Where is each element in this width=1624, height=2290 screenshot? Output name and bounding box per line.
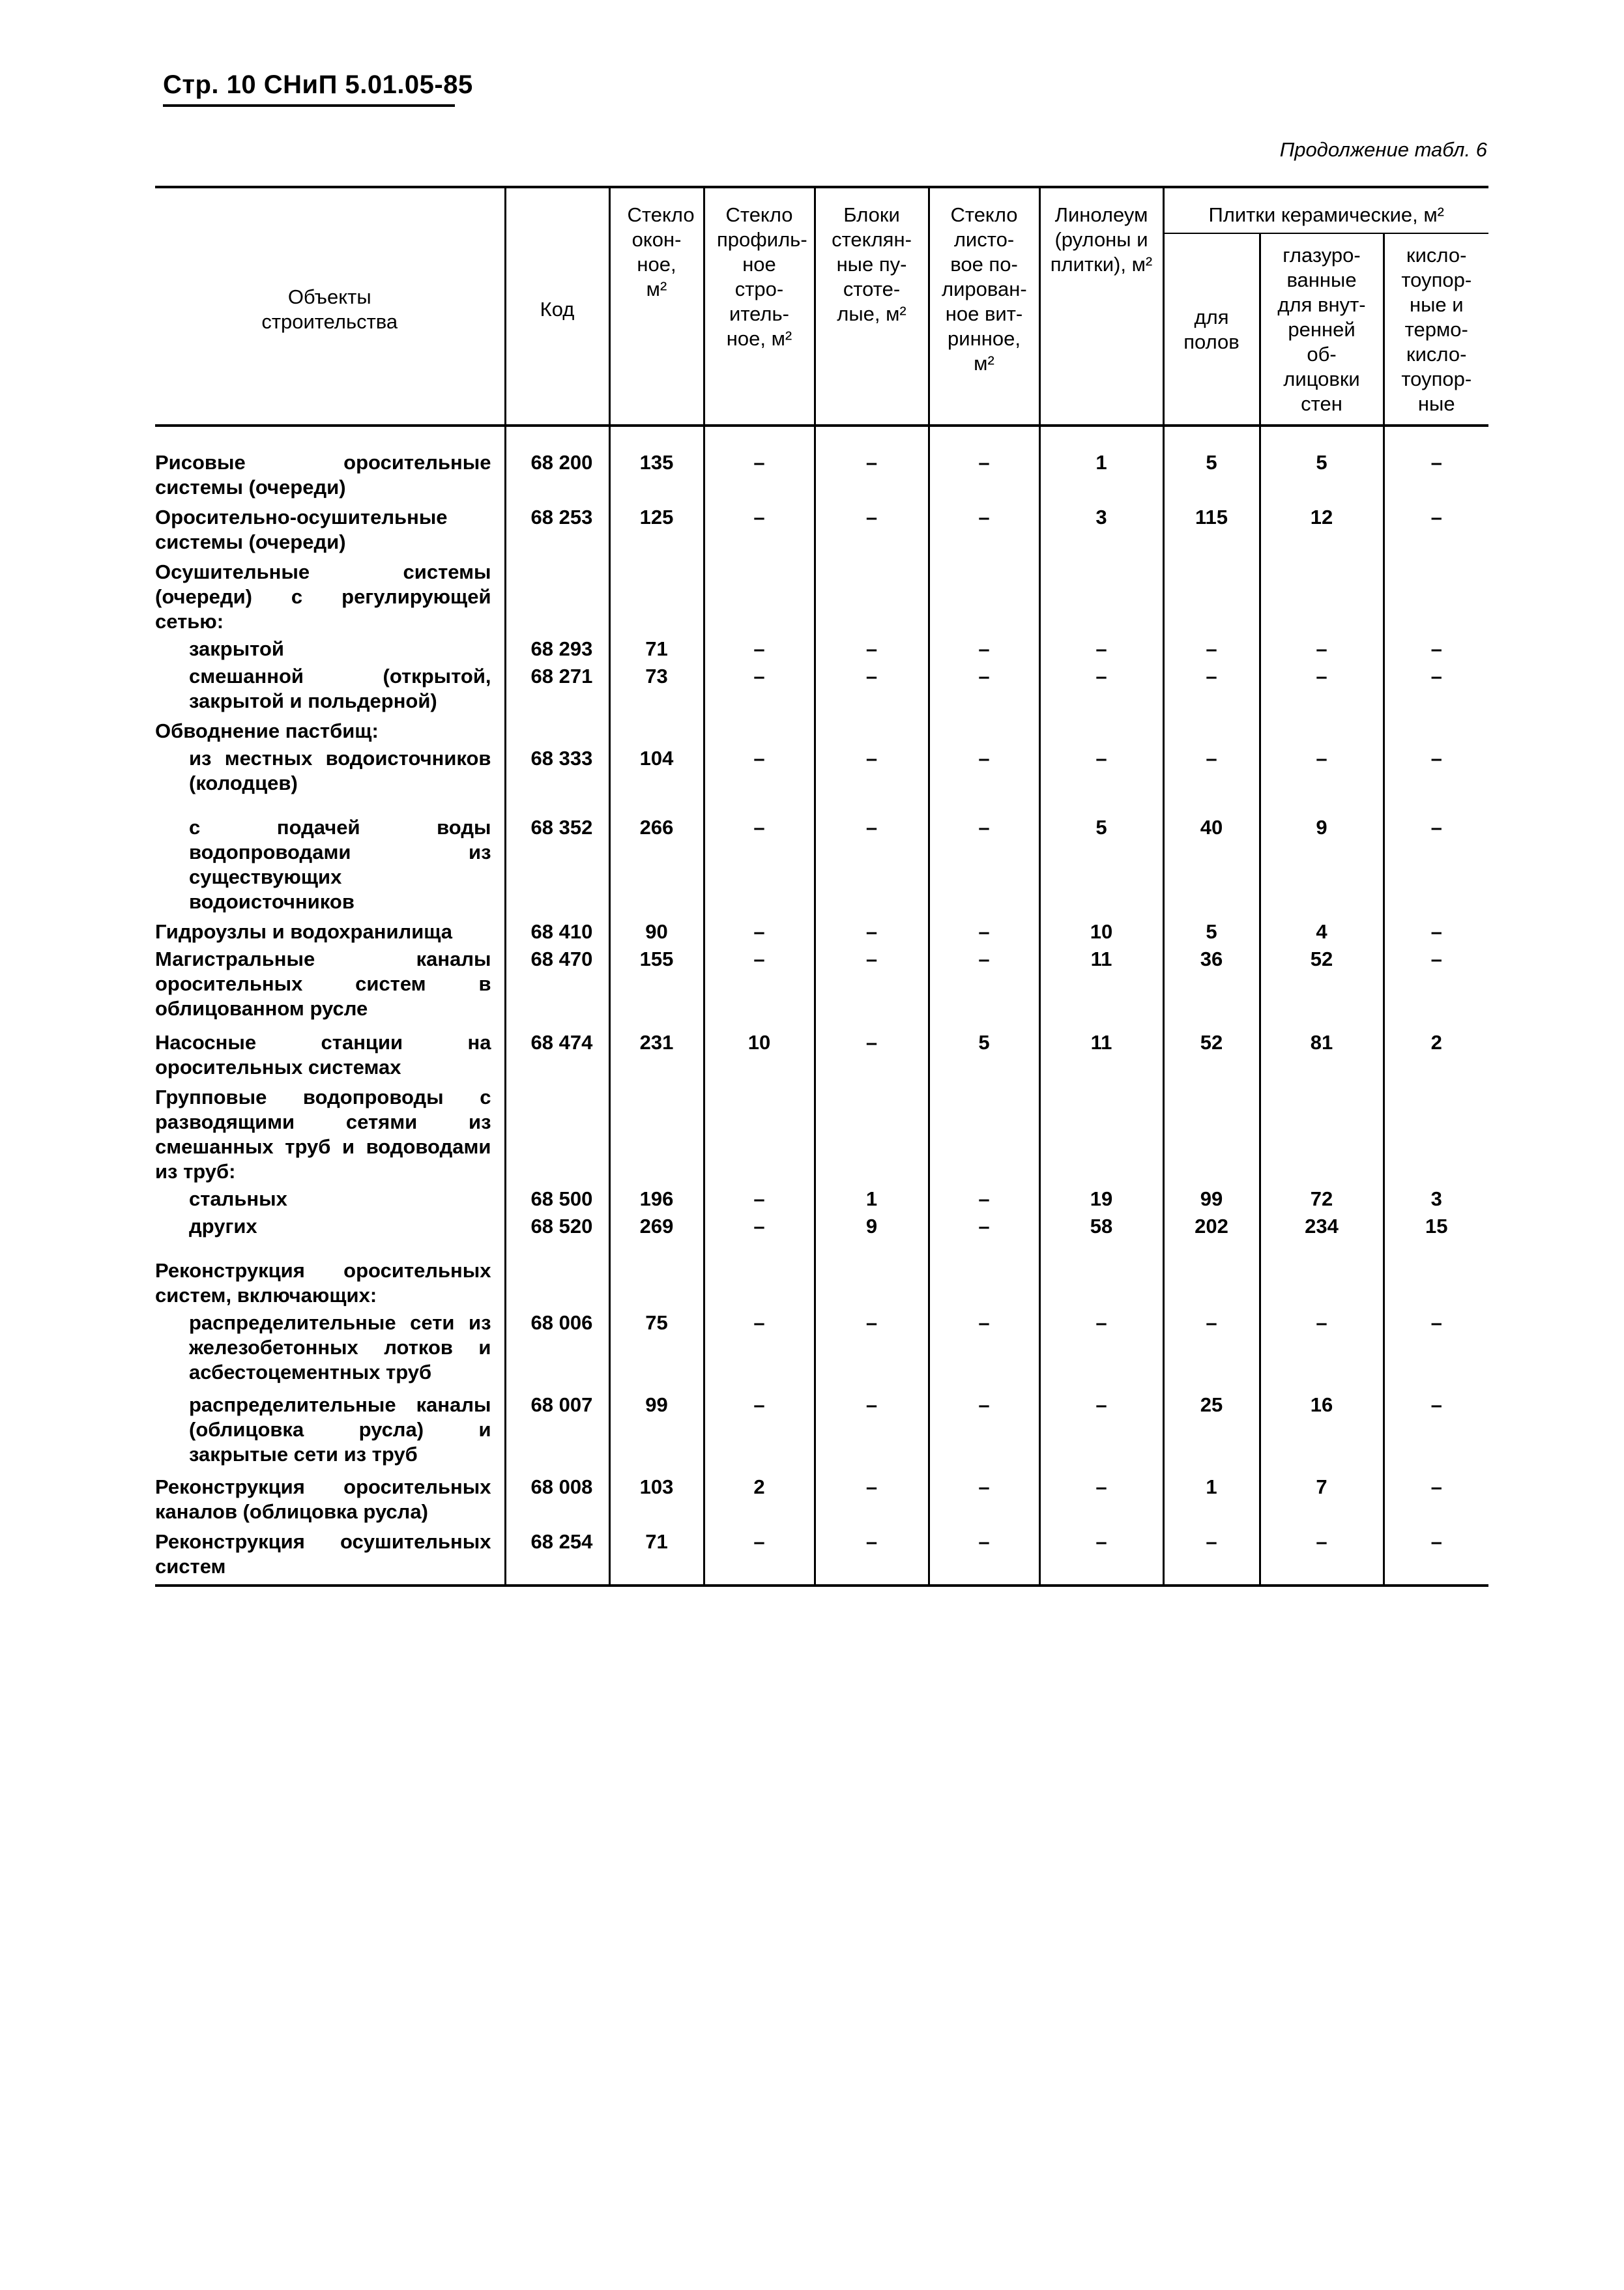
cell-tiles-acid: – xyxy=(1384,1311,1488,1393)
header-tiles-acid: кисло-тоупор-ные и термо-кисло-тоупор-ные xyxy=(1384,233,1488,426)
cell-glass-blocks: – xyxy=(815,1529,929,1586)
cell-glass-blocks xyxy=(815,560,929,637)
row-object-name: Групповые водопроводы с разводящими сетями из смешанных труб и водоводами из труб: xyxy=(155,1086,491,1183)
cell-glass-blocks xyxy=(815,719,929,746)
cell-tiles-floor: 36 xyxy=(1163,947,1260,1030)
cell-linoleum: – xyxy=(1039,637,1163,664)
table-row xyxy=(155,664,1488,719)
table-row xyxy=(155,1529,1488,1586)
cell-linoleum: 11 xyxy=(1039,947,1163,1030)
cell-tiles-glazed xyxy=(1260,719,1384,746)
table-row xyxy=(155,1214,1488,1258)
cell-tiles-acid: – xyxy=(1384,664,1488,719)
cell-glass-blocks: – xyxy=(815,1475,929,1529)
cell-tiles-floor: – xyxy=(1163,746,1260,815)
cell-tiles-glazed: 9 xyxy=(1260,815,1384,920)
row-object-name: с подачей воды водопроводами из существующих водоисточников xyxy=(189,816,491,913)
row-code: 68 271 xyxy=(505,664,609,719)
cell-glass-window xyxy=(609,1258,704,1311)
cell-linoleum xyxy=(1039,1258,1163,1311)
cell-glass-window: 90 xyxy=(609,920,704,947)
cell-tiles-floor: – xyxy=(1163,1311,1260,1393)
cell-glass-window xyxy=(609,1085,704,1187)
row-object-name: Реконструкция оросительных систем, включающих: xyxy=(155,1259,491,1307)
cell-tiles-glazed xyxy=(1260,1085,1384,1187)
row-object-name: других xyxy=(189,1215,257,1238)
cell-glass-profile: – xyxy=(704,1393,815,1475)
row-code: 68 500 xyxy=(505,1187,609,1214)
table-row xyxy=(155,637,1488,664)
cell-glass-profile xyxy=(704,1258,815,1311)
cell-glass-blocks: – xyxy=(815,637,929,664)
cell-linoleum: 19 xyxy=(1039,1187,1163,1214)
cell-tiles-glazed: – xyxy=(1260,637,1384,664)
row-object-name: распределительные каналы (облицовка русла) и закрытые сети из труб xyxy=(189,1393,491,1466)
cell-glass-sheet: – xyxy=(929,1214,1039,1258)
cell-glass-blocks: – xyxy=(815,815,929,920)
cell-glass-sheet xyxy=(929,1085,1039,1187)
cell-glass-sheet: – xyxy=(929,746,1039,815)
row-object-name: распределительные сети из железобетонных лотков и асбестоцементных труб xyxy=(189,1311,491,1384)
materials-table xyxy=(155,186,1488,1587)
cell-tiles-floor xyxy=(1163,719,1260,746)
table-continuation-label: Продолжение табл. 6 xyxy=(1279,138,1487,161)
cell-linoleum: – xyxy=(1039,1311,1163,1393)
cell-glass-sheet: – xyxy=(929,1187,1039,1214)
cell-glass-window: 196 xyxy=(609,1187,704,1214)
cell-glass-profile: – xyxy=(704,1529,815,1586)
row-code: 68 253 xyxy=(505,505,609,560)
cell-glass-window: 75 xyxy=(609,1311,704,1393)
cell-glass-window xyxy=(609,560,704,637)
cell-tiles-glazed: 5 xyxy=(1260,450,1384,505)
cell-tiles-floor: 1 xyxy=(1163,1475,1260,1529)
cell-tiles-acid xyxy=(1384,719,1488,746)
cell-tiles-glazed: 16 xyxy=(1260,1393,1384,1475)
cell-tiles-glazed: – xyxy=(1260,1311,1384,1393)
row-object-name: смешанной (открытой, закрытой и польдерной) xyxy=(189,665,491,712)
cell-linoleum: 10 xyxy=(1039,920,1163,947)
cell-glass-blocks: – xyxy=(815,450,929,505)
table-row xyxy=(155,1475,1488,1529)
table-row xyxy=(155,920,1488,947)
cell-glass-profile: – xyxy=(704,947,815,1030)
cell-glass-profile: – xyxy=(704,450,815,505)
table-row xyxy=(155,815,1488,920)
cell-tiles-acid: – xyxy=(1384,746,1488,815)
row-object-name: Оросительно-осушительные системы (очереди) xyxy=(155,506,448,553)
row-object-name: Насосные станции на оросительных системах xyxy=(155,1031,491,1079)
row-code: 68 352 xyxy=(505,815,609,920)
cell-glass-profile: 10 xyxy=(704,1030,815,1085)
cell-glass-blocks: 9 xyxy=(815,1214,929,1258)
cell-tiles-acid: – xyxy=(1384,1529,1488,1586)
cell-linoleum: 3 xyxy=(1039,505,1163,560)
cell-tiles-glazed: 52 xyxy=(1260,947,1384,1030)
cell-glass-sheet xyxy=(929,560,1039,637)
cell-tiles-glazed: – xyxy=(1260,1529,1384,1586)
cell-tiles-floor: 25 xyxy=(1163,1393,1260,1475)
cell-glass-window: 135 xyxy=(609,450,704,505)
cell-tiles-acid: 3 xyxy=(1384,1187,1488,1214)
cell-tiles-floor: 5 xyxy=(1163,920,1260,947)
header-tiles-glazed: глазуро-ванные для внут-ренней об-лицовки стен xyxy=(1260,233,1384,426)
page-header: Стр. 10 СНиП 5.01.05-85 xyxy=(163,70,473,99)
cell-tiles-acid xyxy=(1384,560,1488,637)
cell-glass-sheet: – xyxy=(929,637,1039,664)
header-glass-sheet: Стекло листо-вое по-лирован-ное вит-ринное, м² xyxy=(929,187,1039,426)
row-object-name: Магистральные каналы оросительных систем в облицованном русле xyxy=(155,948,491,1020)
cell-linoleum xyxy=(1039,560,1163,637)
cell-tiles-acid: 15 xyxy=(1384,1214,1488,1258)
cell-glass-blocks: – xyxy=(815,920,929,947)
cell-tiles-glazed: 81 xyxy=(1260,1030,1384,1085)
cell-glass-window: 104 xyxy=(609,746,704,815)
cell-glass-window: 231 xyxy=(609,1030,704,1085)
cell-tiles-acid: – xyxy=(1384,947,1488,1030)
row-object-name: Гидроузлы и водохранилища xyxy=(155,920,453,943)
cell-tiles-acid: – xyxy=(1384,920,1488,947)
row-code: 68 474 xyxy=(505,1030,609,1085)
cell-tiles-glazed: 234 xyxy=(1260,1214,1384,1258)
table-row xyxy=(155,1311,1488,1393)
row-object-name: закрытой xyxy=(189,637,284,660)
cell-tiles-acid: – xyxy=(1384,1393,1488,1475)
cell-glass-profile: – xyxy=(704,920,815,947)
cell-tiles-floor xyxy=(1163,560,1260,637)
header-glass-window: Стекло окон-ное, м² xyxy=(609,187,704,426)
table-row xyxy=(155,505,1488,560)
cell-glass-blocks: – xyxy=(815,947,929,1030)
cell-glass-sheet: – xyxy=(929,505,1039,560)
row-object-name: Реконструкция оросительных каналов (облицовка русла) xyxy=(155,1475,491,1523)
cell-tiles-glazed: 7 xyxy=(1260,1475,1384,1529)
cell-tiles-floor: 115 xyxy=(1163,505,1260,560)
table-row xyxy=(155,1258,1488,1311)
row-object-name: Рисовые оросительные системы (очереди) xyxy=(155,451,491,499)
cell-glass-sheet: – xyxy=(929,815,1039,920)
cell-glass-profile xyxy=(704,1085,815,1187)
table-row xyxy=(155,560,1488,637)
row-code xyxy=(505,560,609,637)
cell-tiles-acid xyxy=(1384,1085,1488,1187)
cell-linoleum: – xyxy=(1039,1393,1163,1475)
row-code: 68 410 xyxy=(505,920,609,947)
cell-glass-profile xyxy=(704,560,815,637)
cell-glass-window: 269 xyxy=(609,1214,704,1258)
cell-glass-window xyxy=(609,719,704,746)
cell-glass-blocks xyxy=(815,1258,929,1311)
cell-glass-window: 99 xyxy=(609,1393,704,1475)
cell-glass-sheet: – xyxy=(929,664,1039,719)
cell-glass-profile xyxy=(704,719,815,746)
cell-tiles-glazed: 72 xyxy=(1260,1187,1384,1214)
cell-tiles-acid: – xyxy=(1384,450,1488,505)
header-objects: Объекты строительства xyxy=(155,187,505,426)
cell-glass-sheet: – xyxy=(929,1311,1039,1393)
row-code: 68 200 xyxy=(505,450,609,505)
cell-glass-sheet: – xyxy=(929,1393,1039,1475)
row-code: 68 008 xyxy=(505,1475,609,1529)
cell-tiles-glazed xyxy=(1260,560,1384,637)
cell-tiles-floor: 52 xyxy=(1163,1030,1260,1085)
row-code: 68 520 xyxy=(505,1214,609,1258)
row-code: 68 293 xyxy=(505,637,609,664)
cell-glass-blocks xyxy=(815,1085,929,1187)
cell-tiles-glazed: – xyxy=(1260,664,1384,719)
table-row xyxy=(155,1187,1488,1214)
row-code xyxy=(505,1085,609,1187)
cell-linoleum: 5 xyxy=(1039,815,1163,920)
row-code: 68 333 xyxy=(505,746,609,815)
table-row xyxy=(155,450,1488,505)
cell-tiles-floor: – xyxy=(1163,637,1260,664)
cell-tiles-acid: – xyxy=(1384,1475,1488,1529)
cell-glass-profile: – xyxy=(704,1311,815,1393)
cell-linoleum: 11 xyxy=(1039,1030,1163,1085)
cell-tiles-floor xyxy=(1163,1258,1260,1311)
cell-tiles-floor: – xyxy=(1163,664,1260,719)
table-row xyxy=(155,947,1488,1030)
cell-linoleum: – xyxy=(1039,1529,1163,1586)
cell-glass-profile: – xyxy=(704,746,815,815)
cell-glass-window: 266 xyxy=(609,815,704,920)
cell-tiles-glazed: 12 xyxy=(1260,505,1384,560)
cell-tiles-floor: – xyxy=(1163,1529,1260,1586)
cell-tiles-floor: 202 xyxy=(1163,1214,1260,1258)
cell-glass-blocks: 1 xyxy=(815,1187,929,1214)
cell-linoleum: – xyxy=(1039,746,1163,815)
cell-tiles-acid: – xyxy=(1384,505,1488,560)
cell-glass-sheet: – xyxy=(929,947,1039,1030)
cell-glass-blocks: – xyxy=(815,1393,929,1475)
cell-glass-sheet xyxy=(929,1258,1039,1311)
cell-tiles-glazed: 4 xyxy=(1260,920,1384,947)
header-glass-profile: Стекло профиль-ное стро-итель-ное, м² xyxy=(704,187,815,426)
cell-glass-blocks: – xyxy=(815,1030,929,1085)
header-ceramic-tiles: Плитки керамические, м² xyxy=(1163,187,1488,233)
table-row xyxy=(155,746,1488,815)
cell-glass-window: 71 xyxy=(609,1529,704,1586)
cell-glass-sheet: – xyxy=(929,920,1039,947)
cell-tiles-acid xyxy=(1384,1258,1488,1311)
cell-glass-blocks: – xyxy=(815,505,929,560)
cell-glass-window: 73 xyxy=(609,664,704,719)
row-code: 68 470 xyxy=(505,947,609,1030)
cell-linoleum: – xyxy=(1039,1475,1163,1529)
cell-tiles-glazed: – xyxy=(1260,746,1384,815)
header-code: Код xyxy=(505,187,609,426)
cell-glass-profile: – xyxy=(704,1214,815,1258)
cell-linoleum xyxy=(1039,1085,1163,1187)
row-object-name: стальных xyxy=(189,1187,287,1210)
cell-linoleum: – xyxy=(1039,664,1163,719)
header-underline xyxy=(163,104,455,107)
cell-glass-sheet: – xyxy=(929,1529,1039,1586)
row-object-name: из местных водоисточников (колодцев) xyxy=(189,747,491,794)
header-tiles-floor: для полов xyxy=(1163,233,1260,426)
cell-glass-window: 103 xyxy=(609,1475,704,1529)
cell-glass-profile: – xyxy=(704,815,815,920)
cell-glass-profile: – xyxy=(704,637,815,664)
row-code xyxy=(505,719,609,746)
row-code xyxy=(505,1258,609,1311)
row-object-name: Реконструкция осушительных систем xyxy=(155,1529,505,1586)
table-row xyxy=(155,1393,1488,1475)
row-code: 68 254 xyxy=(505,1529,609,1586)
table-row xyxy=(155,719,1488,746)
cell-glass-sheet: – xyxy=(929,1475,1039,1529)
cell-glass-sheet: 5 xyxy=(929,1030,1039,1085)
cell-glass-sheet: – xyxy=(929,450,1039,505)
cell-tiles-acid: – xyxy=(1384,815,1488,920)
cell-glass-window: 71 xyxy=(609,637,704,664)
row-object-name: Обводнение пастбищ: xyxy=(155,719,379,742)
header-linoleum: Линолеум (рулоны и плитки), м² xyxy=(1039,187,1163,426)
cell-glass-profile: 2 xyxy=(704,1475,815,1529)
cell-glass-profile: – xyxy=(704,505,815,560)
cell-linoleum: 58 xyxy=(1039,1214,1163,1258)
cell-tiles-floor xyxy=(1163,1085,1260,1187)
cell-glass-blocks: – xyxy=(815,1311,929,1393)
cell-tiles-glazed xyxy=(1260,1258,1384,1311)
cell-tiles-acid: – xyxy=(1384,637,1488,664)
cell-tiles-floor: 99 xyxy=(1163,1187,1260,1214)
cell-linoleum xyxy=(1039,719,1163,746)
cell-glass-window: 155 xyxy=(609,947,704,1030)
cell-tiles-floor: 5 xyxy=(1163,450,1260,505)
cell-glass-blocks: – xyxy=(815,746,929,815)
cell-glass-profile: – xyxy=(704,1187,815,1214)
header-glass-blocks: Блоки стеклян-ные пу-стоте-лые, м² xyxy=(815,187,929,426)
row-object-name: Осушительные системы (очереди) с регулирующей сетью: xyxy=(155,560,491,633)
table-row xyxy=(155,1030,1488,1085)
cell-glass-window: 125 xyxy=(609,505,704,560)
cell-glass-profile: – xyxy=(704,664,815,719)
cell-glass-sheet xyxy=(929,719,1039,746)
row-code: 68 007 xyxy=(505,1393,609,1475)
cell-glass-blocks: – xyxy=(815,664,929,719)
cell-tiles-acid: 2 xyxy=(1384,1030,1488,1085)
row-code: 68 006 xyxy=(505,1311,609,1393)
cell-tiles-floor: 40 xyxy=(1163,815,1260,920)
table-row xyxy=(155,1085,1488,1187)
cell-linoleum: 1 xyxy=(1039,450,1163,505)
